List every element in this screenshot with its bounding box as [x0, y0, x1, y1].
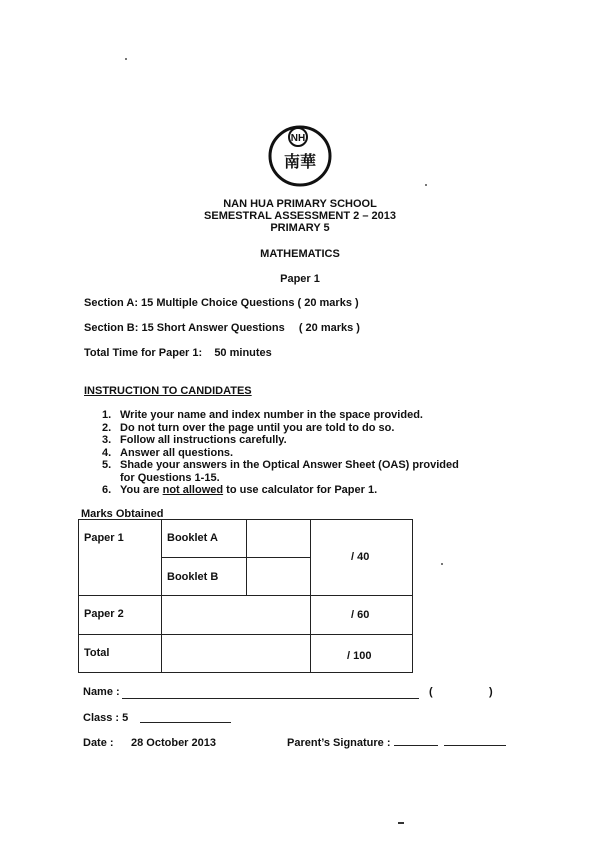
- grand-total-cell: / 100: [311, 635, 413, 673]
- level: PRIMARY 5: [270, 222, 330, 234]
- instruction-item: 2. Do not turn over the page until you are told to do so.: [102, 421, 395, 434]
- school-logo: [267, 123, 333, 187]
- section-b-marks: ( 20 marks ): [298, 322, 360, 334]
- date-value: 28 October 2013: [131, 737, 216, 749]
- time-label: Total Time for Paper 1:: [84, 347, 203, 359]
- paper2-score: [162, 596, 311, 635]
- signature-label: Parent’s Signature :: [287, 737, 391, 749]
- instruction-item: 1. Write your name and index number in the space provided.: [102, 409, 423, 421]
- class-field[interactable]: [140, 722, 231, 723]
- section-b-label: Section B: 15 Short Answer Questions: [84, 322, 285, 334]
- instruction-item-6: 6. You are not allowed to use calculator for Paper 1.: [102, 484, 378, 496]
- instruction-item-continued: for Questions 1-15.: [120, 471, 220, 484]
- time-value: 50 minutes: [214, 347, 272, 359]
- section-a-info: Section A: 15 Multiple Choice Questions ( 20 marks ): [84, 297, 359, 309]
- subject: MATHEMATICS: [260, 248, 340, 260]
- total-time-info: [84, 347, 272, 359]
- instruction-item: 5. Shade your answers in the Optical Answer Sheet (OAS) provided: [102, 459, 459, 471]
- scan-speck: [125, 58, 127, 60]
- booklet-a-cell: Booklet A: [162, 520, 247, 558]
- instructions-heading: INSTRUCTION TO CANDIDATES: [84, 385, 252, 397]
- index-number-field[interactable]: [440, 684, 484, 700]
- total-score: [162, 635, 311, 673]
- name-label: Name :: [83, 686, 120, 698]
- section-b-info: [84, 322, 360, 334]
- class-label: Class : 5: [83, 712, 129, 724]
- school-name: NAN HUA PRIMARY SCHOOL: [223, 198, 377, 210]
- instruction-item: 4. Answer all questions.: [102, 446, 234, 459]
- total-cell: Total: [79, 635, 162, 673]
- signature-field-part2[interactable]: [444, 745, 506, 746]
- instructions-list: [102, 409, 502, 497]
- not-allowed-emphasis: not allowed: [162, 484, 224, 496]
- name-field[interactable]: [122, 698, 419, 699]
- signature-field-part1[interactable]: [394, 745, 438, 746]
- marks-heading: Marks Obtained: [81, 508, 164, 520]
- marks-table: [78, 519, 413, 673]
- paper1-cell: Paper 1: [79, 520, 162, 596]
- logo-chinese-name: 南華: [283, 152, 317, 171]
- assessment-title: SEMESTRAL ASSESSMENT 2 – 2013: [204, 210, 396, 222]
- booklet-b-cell: Booklet B: [162, 558, 247, 596]
- booklet-b-score: [247, 558, 311, 596]
- logo-initials: NH: [290, 133, 306, 144]
- paper2-total-cell: / 60: [311, 596, 413, 635]
- scan-speck: [398, 822, 404, 824]
- paper-number: Paper 1: [280, 273, 320, 285]
- booklet-a-score: [247, 520, 311, 558]
- scan-speck: [441, 563, 443, 565]
- date-label: Date :: [83, 737, 114, 749]
- instruction-item: 3. Follow all instructions carefully.: [102, 434, 287, 446]
- index-paren-open: (: [429, 686, 433, 698]
- paper2-cell: Paper 2: [79, 596, 162, 635]
- scan-speck: [425, 184, 427, 186]
- index-paren-close: ): [489, 686, 493, 698]
- paper1-total-cell: / 40: [311, 520, 413, 596]
